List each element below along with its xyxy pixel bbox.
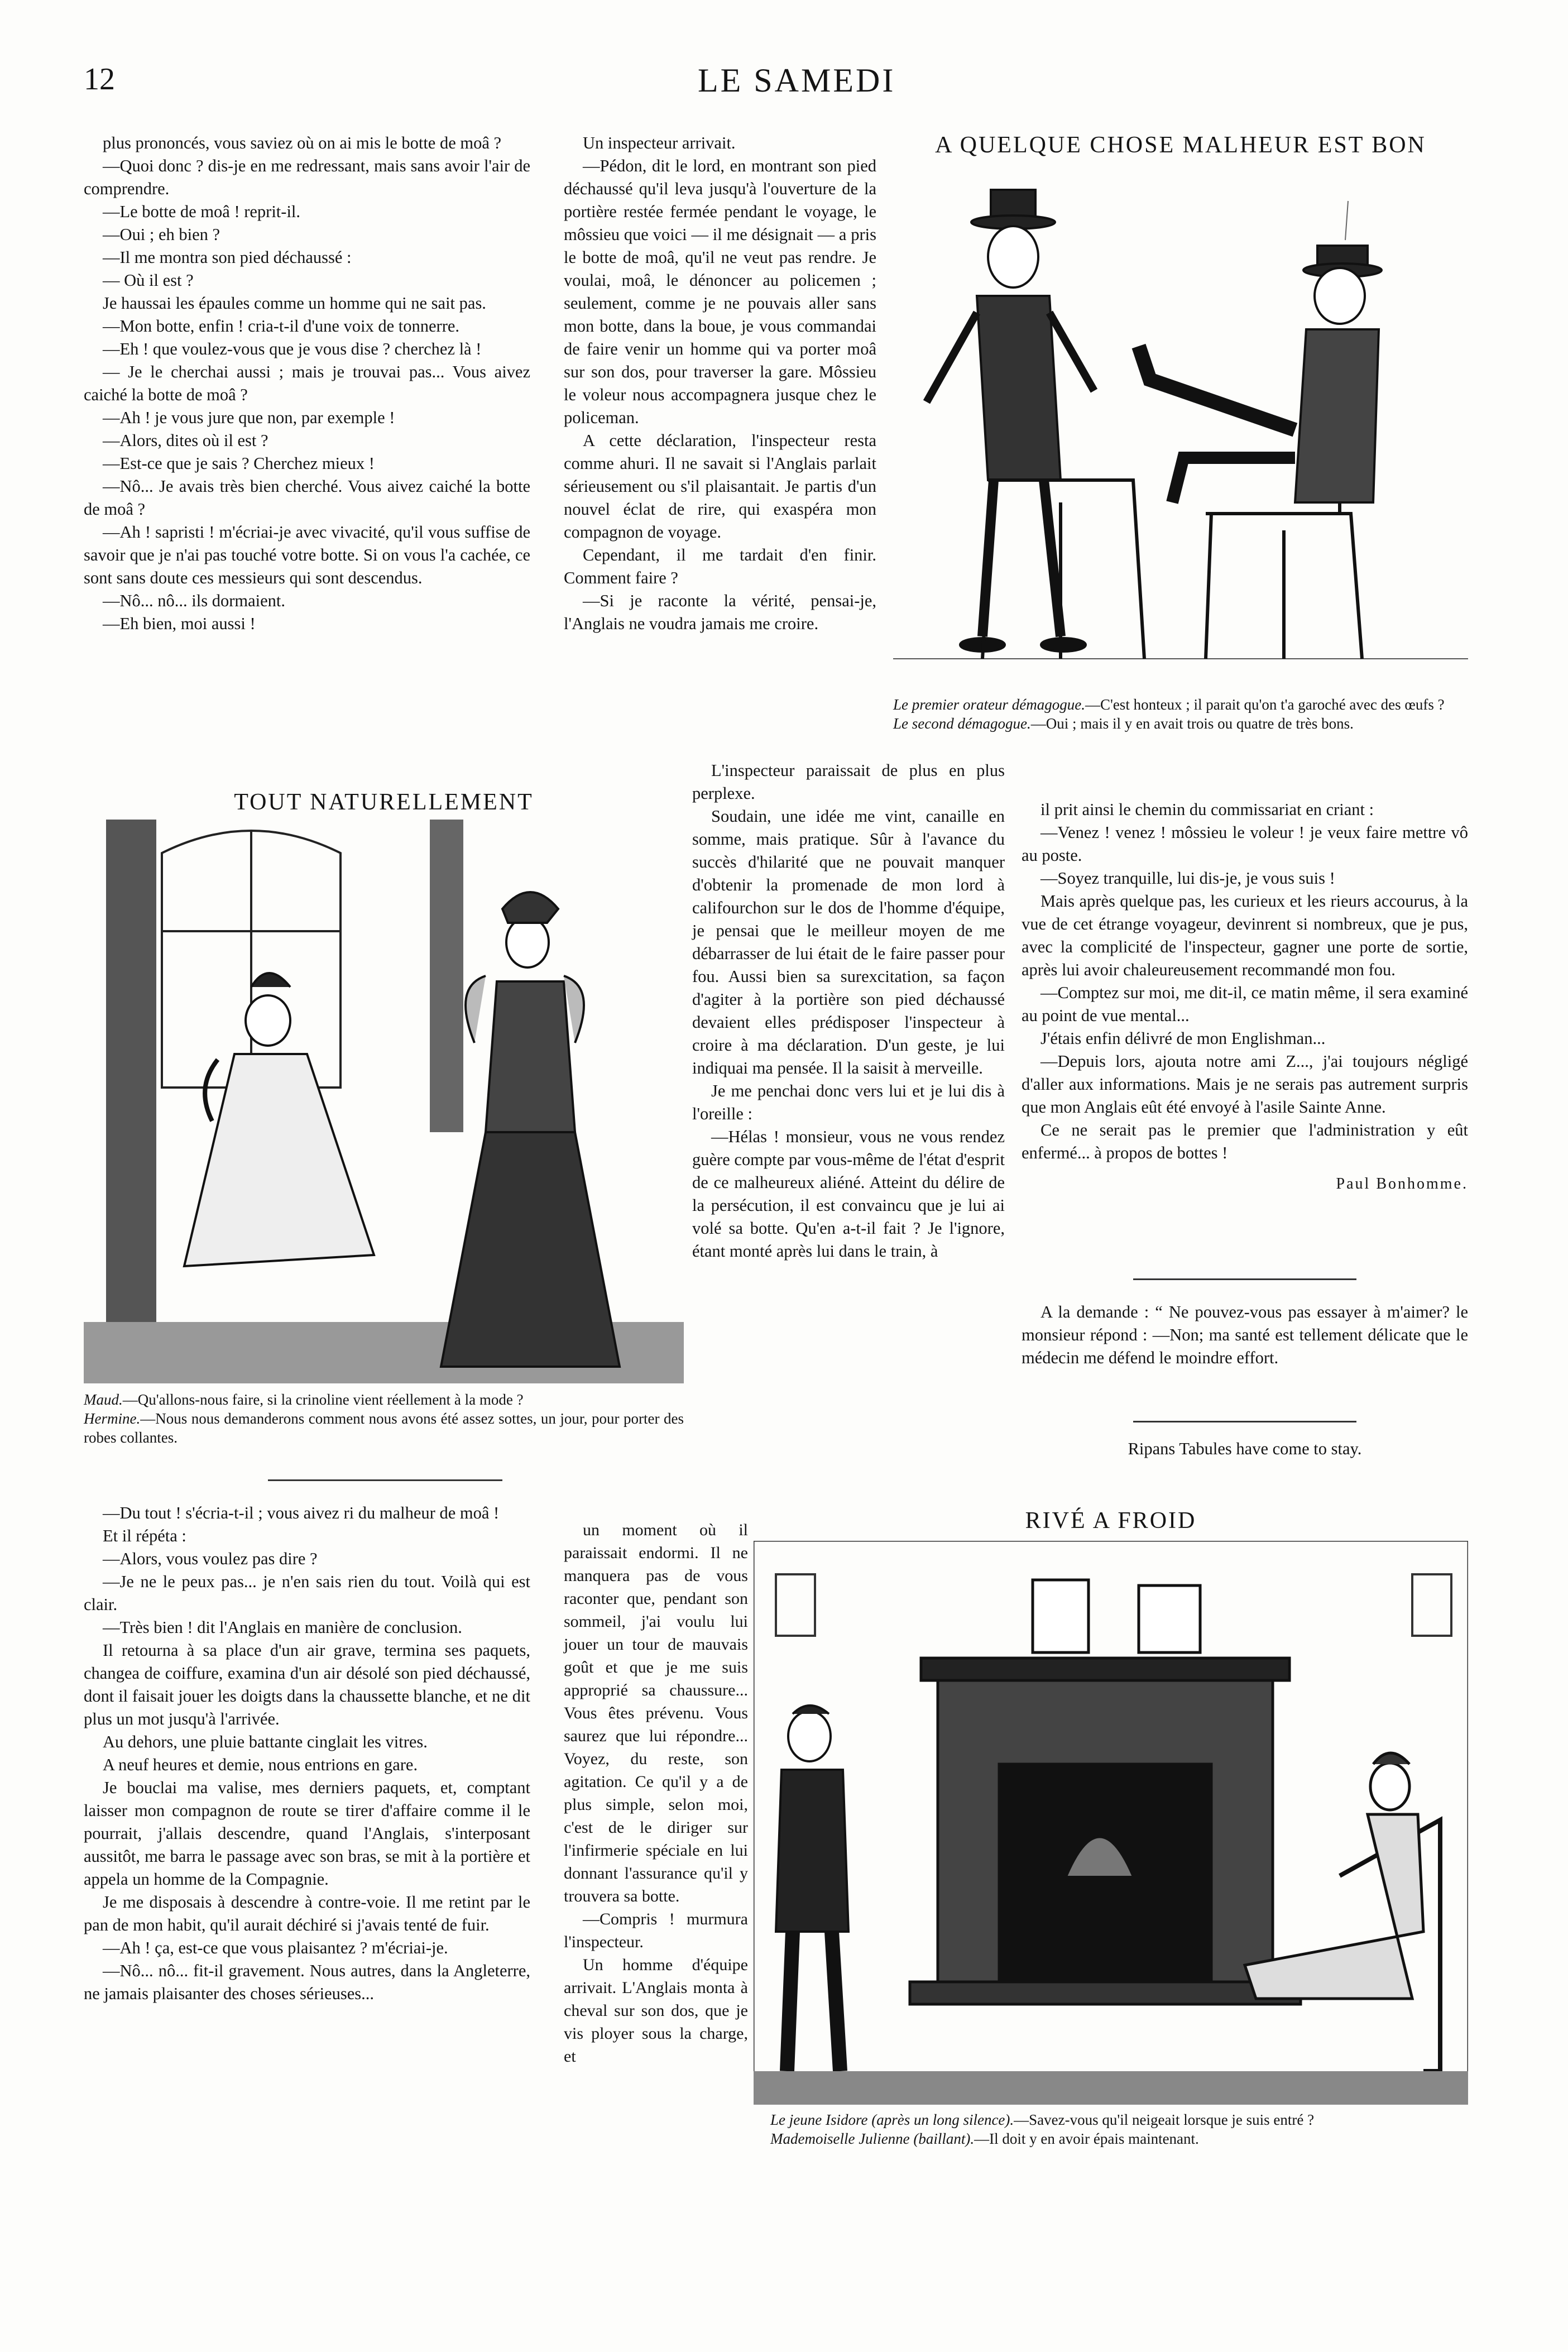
paragraph: Je bouclai ma valise, mes derniers paquets, et, comptant laisser mon compagnon de route se tirer d'affaire comme il le pourrait, j'allais descendre, quand l'Anglais, s'interposant aussitôt, me barra le passage avec son bras, se mit à la portière et appela un homme de la Compagnie. (84, 1778, 530, 1889)
paragraph: —Ah ! ça, est-ce que vous plaisantez ? m'écriai-je. (103, 1938, 448, 1957)
paragraph: —Nô... nô... ils dormaient. (103, 591, 285, 610)
column-2-bottom (564, 1518, 748, 2068)
caption-text: —Nous nous demanderons comment nous avons été assez sottes, un jour, pour porter des robes collantes. (84, 1410, 684, 1446)
section-divider (1133, 1278, 1356, 1280)
paragraph: Je me disposais à descendre à contre-voie. Il me retint par le pan de mon habit, qu'il aurait déchiré si j'avais tenté de fuir. (84, 1893, 530, 1934)
illustration-middle-title: TOUT NATURELLEMENT (234, 789, 534, 815)
paragraph: —Ah ! je vous jure que non, par exemple ! (103, 408, 395, 427)
caption-speaker: Mademoiselle Julienne (baillant). (770, 2130, 975, 2147)
caption-text: —Il doit y en avoir épais maintenant. (974, 2130, 1199, 2147)
paragraph: —Alors, dites où il est ? (103, 431, 268, 450)
illustration-middle-ladies (84, 820, 684, 1383)
paragraph: plus prononcés, vous saviez où on ai mis le botte de moâ ? (103, 133, 502, 152)
caption-speaker: Maud. (84, 1391, 123, 1408)
section-divider (1133, 1421, 1356, 1422)
illustration-top-caption (893, 695, 1468, 733)
paragraph: —Hélas ! monsieur, vous ne vous rendez guère compte par vous-même de l'état d'esprit de ce malheureux aliéné. Atteint du délire de la persécution, il est convaincu que je lui ai volé sa botte. Qu'en a-t-il fait ? Je l'ignore, étant monté après lui dans le train, à (692, 1127, 1005, 1261)
joke-text: A la demande : “ Ne pouvez-vous pas essayer à m'aimer? le monsieur répond : —Non; ma santé est tellement délicate que le médecin me défend le moindre effort. (1022, 1302, 1468, 1367)
paragraph: Un inspecteur arrivait. (583, 133, 736, 152)
paragraph: Au dehors, une pluie battante cinglait les vitres. (103, 1732, 428, 1751)
illustration-top-demagogues (893, 167, 1468, 692)
paragraph: —Eh ! que voulez-vous que je vous dise ? cherchez là ! (103, 339, 482, 358)
paragraph: —Compris ! murmura l'inspecteur. (564, 1910, 748, 1951)
paragraph: —Venez ! venez ! môssieu le voleur ! je veux faire mettre vô au poste. (1022, 823, 1468, 865)
paragraph: Et il répéta : (103, 1526, 186, 1545)
caption-speaker: Le second démagogue. (893, 715, 1031, 732)
paragraph: —Nô... nô... fit-il gravement. Nous autres, dans la Angleterre, ne jamais plaisanter des choses sérieuses... (84, 1961, 530, 2003)
column-2-top (564, 132, 876, 635)
paragraph: —Il me montra son pied déchaussé : (103, 248, 352, 267)
column-1-top (84, 132, 530, 635)
paragraph: Ce ne serait pas le premier que l'administration y eût enfermé... à propos de bottes ! (1022, 1120, 1468, 1162)
caption-speaker: Le premier orateur démagogue. (893, 696, 1085, 713)
paragraph: —Ah ! sapristi ! m'écriai-je avec vivacité, qu'il vous suffise de savoir que je n'ai pas touché votre botte. Si on vous l'a cachée, ce sont sans doute ces messieurs qui sont descendus. (84, 523, 530, 587)
paragraph: —Alors, vous voulez pas dire ? (103, 1549, 318, 1568)
paragraph: Un homme d'équipe arrivait. L'Anglais monta à cheval sur son dos, que je vis ployer sous la charge, et (564, 1956, 748, 2066)
paragraph: —Nô... Je avais très bien cherché. Vous aivez caiché la botte de moâ ? (84, 477, 530, 519)
paragraph: —Du tout ! s'écria-t-il ; vous aivez ri du malheur de moâ ! (103, 1503, 500, 1522)
caption-speaker: Le jeune Isidore (après un long silence). (770, 2111, 1014, 2128)
paragraph: Je me penchai donc vers lui et je lui dis à l'oreille : (692, 1081, 1005, 1123)
paragraph: —Eh bien, moi aussi ! (103, 614, 256, 633)
illustration-top-title: A QUELQUE CHOSE MALHEUR EST BON (935, 132, 1426, 158)
caption-speaker: Hermine. (84, 1410, 141, 1427)
paragraph: —Oui ; eh bien ? (103, 225, 220, 244)
advertisement (1022, 1438, 1468, 1460)
page-number: 12 (84, 62, 115, 97)
paragraph: — Où il est ? (103, 271, 194, 290)
paragraph: —Très bien ! dit l'Anglais en manière de conclusion. (103, 1618, 462, 1637)
caption-text: —Oui ; mais il y en avait trois ou quatre de très bons. (1030, 715, 1354, 732)
caption-text: —Qu'allons-nous faire, si la crinoline vient réellement à la mode ? (122, 1391, 524, 1408)
paragraph: —Je ne le peux pas... je n'en sais rien du tout. Voilà qui est clair. (84, 1572, 530, 1614)
ad-text: Ripans Tabules have come to stay. (1128, 1439, 1362, 1458)
paragraph: un moment où il paraissait endormi. Il ne manquera pas de vous raconter que, pendant son sommeil, j'ai voulu lui jouer un tour de mauvais goût et que je me suis approprié sa chaussure... Vous êtes prévenu. Vous saurez que lui répondre... Voyez, du reste, son agitation. Ce qu'il y a de plus simple, selon moi, c'est de le diriger sur l'infirmerie spéciale en lui donnant l'assurance qu'il y trouvera sa botte. (564, 1521, 748, 1905)
paragraph: —Est-ce que je sais ? Cherchez mieux ! (103, 454, 375, 473)
paragraph: — Je le cherchai aussi ; mais je trouvai pas... Vous aivez caiché la botte de moâ ? (84, 362, 530, 404)
paragraph: —Soyez tranquille, lui dis-je, je vous suis ! (1040, 869, 1335, 888)
paragraph: A neuf heures et demie, nous entrions en gare. (103, 1755, 418, 1774)
paragraph: Il retourna à sa place d'un air grave, termina ses paquets, changea de coiffure, examina d'un air désolé son pied déchaussé, dont il faisait jouer les doigts dans la chaussette blanche, et ne dit plus un mot jusqu'à l'arrivée. (84, 1641, 530, 1728)
paragraph: —Comptez sur moi, me dit-il, ce matin même, il sera examiné au point de vue mental... (1022, 983, 1468, 1025)
caption-text: —C'est honteux ; il parait qu'on t'a garoché avec des œufs ? (1085, 696, 1445, 713)
author-signature: Paul Bonhomme. (1336, 1175, 1468, 1192)
illustration-bottom-fireplace (754, 1541, 1468, 2105)
paragraph: A cette déclaration, l'inspecteur resta comme ahuri. Il ne savait si l'Anglais parlait sérieusement ou s'il plaisantait. Je partis d'un nouvel éclat de rire, qui exaspéra mon compagnon de voyage. (564, 431, 876, 542)
paragraph: Mais après quelque pas, les curieux et les rieurs accourus, à la vue de cet étrange voyageur, devinrent si nombreux, que je pus, avec la complicité de l'inspecteur, gagner une porte de sortie, après lui avoir chaleureusement recommandé mon fou. (1022, 892, 1468, 979)
paragraph: L'inspecteur paraissait de plus en plus perplexe. (692, 761, 1005, 803)
section-divider (268, 1479, 502, 1481)
paragraph: —Le botte de moâ ! reprit-il. (103, 202, 301, 221)
paragraph: il prit ainsi le chemin du commissariat en criant : (1040, 800, 1374, 819)
paragraph: —Quoi donc ? dis-je en me redressant, mais sans avoir l'air de comprendre. (84, 156, 530, 198)
column-3 (1022, 798, 1468, 1195)
masthead: LE SAMEDI (698, 62, 896, 99)
illustration-bottom-title: RIVÉ A FROID (1025, 1508, 1197, 1534)
paragraph: J'étais enfin délivré de mon Englishman... (1040, 1029, 1326, 1048)
illustration-middle-caption (84, 1390, 684, 1447)
paragraph: Je haussai les épaules comme un homme qui ne sait pas. (103, 294, 486, 313)
caption-text: —Savez-vous qu'il neigeait lorsque je suis entré ? (1014, 2111, 1315, 2128)
paragraph: —Pédon, dit le lord, en montrant son pied déchaussé qu'il leva jusqu'à l'ouverture de la portière restée fermée pendant le voyage, le môssieu que voici — il me désignait — a pris le botte de moâ, qu'il ne veut pas rendre. Je voulai, moâ, le dénoncer au policemen ; seulement, comme je ne pouvais aller sans mon botte, dans la boue, je vous commandai de faire venir un homme qui va porter moâ sur son dos, pour traverser la gare. Môssieu le voleur nous accompagnera jusque chez le policeman. (564, 156, 876, 427)
paragraph: —Depuis lors, ajouta notre ami Z..., j'ai toujours négligé d'aller aux informations. Mais je ne serais pas autrement surpris que mon Anglais eût été envoyé à l'asile Sainte Anne. (1022, 1052, 1468, 1117)
paragraph: —Mon botte, enfin ! cria-t-il d'une voix de tonnerre. (103, 317, 460, 336)
column-1-bottom (84, 1502, 530, 2005)
paragraph: Soudain, une idée me vint, canaille en somme, mais pratique. Sûr à l'avance du succès d'hilarité que ne pouvait manquer d'obtenir la promenade de mon lord à califourchon sur le dos de l'homme d'équipe, je pensai que le meilleur moyen de me débarrasser de lui était de le faire passer pour fou. Aussi bien sa surexcitation, sa façon d'agiter à la portière son pied déchaussé devaient elles prédisposer l'inspecteur à croire à ma déclaration. D'un geste, je lui indiquai ma pensée. Il la saisit à merveille. (692, 807, 1005, 1077)
joke-paragraph (1022, 1301, 1468, 1369)
column-2-middle (692, 759, 1005, 1263)
column-3-text (1022, 798, 1468, 1165)
paragraph: —Si je raconte la vérité, pensai-je, l'Anglais ne voudra jamais me croire. (564, 591, 876, 633)
illustration-bottom-caption (770, 2110, 1468, 2148)
paragraph: Cependant, il me tardait d'en finir. Comment faire ? (564, 545, 876, 587)
